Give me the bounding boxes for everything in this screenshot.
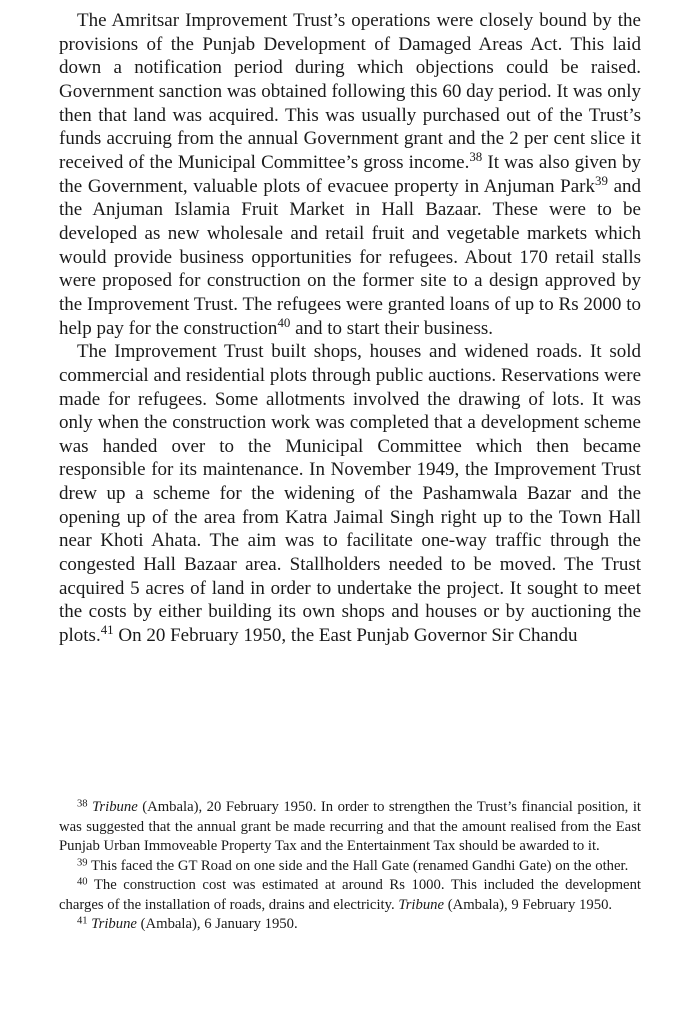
footnote-40 — [59, 876, 641, 915]
footnote-40-text: The construction cost was estimated at around Rs 1000. This included the development charges of the installation of roads, drains and electricity. — [59, 877, 641, 913]
paragraph-1-text-b: It was also given by the Government, valuable plots of evacuee property in Anjuman Park — [59, 151, 641, 197]
footnote-39-text: This faced the GT Road on one side and the Hall Gate (renamed Gandhi Gate) on the other. — [87, 857, 629, 874]
footnote-41-mark: 41 — [77, 915, 88, 927]
footnote-41 — [59, 915, 641, 935]
footnote-ref-41: 41 — [100, 621, 114, 637]
footnote-41-text: (Ambala), 6 January 1950. — [136, 916, 298, 932]
paragraph-1-text-d: and to start their business. — [290, 317, 493, 339]
footnote-ref-40: 40 — [277, 314, 291, 330]
footnote-39 — [59, 857, 641, 877]
paragraph-2-text-b: On 20 February 1950, the East Punjab Governor Sir Chandu — [113, 625, 578, 647]
footnote-ref-39: 39 — [594, 172, 608, 188]
footnote-38-mark: 38 — [77, 798, 88, 810]
main-text — [59, 9, 641, 648]
footnote-39-mark: 39 — [77, 856, 88, 868]
paragraph-1-text-c: and the Anjuman Islamia Fruit Market in Hall Bazaar. These were to be developed as new wholesale and retail fruit and vegetable markets which would provide business opportunities for refugees. About 170 retail stalls were proposed for construction on the former site to a design approved by the Improvement Trust. The refugees were granted loans of up to Rs 2000 to help pay for the construction — [59, 175, 642, 339]
footnote-40-source: Tribune — [398, 896, 445, 913]
footnote-ref-38: 38 — [469, 148, 483, 164]
footnote-38 — [59, 798, 641, 857]
paragraph-1-text-a: The Amritsar Improvement Trust’s operations were closely bound by the provisions of the Punjab Development of Damaged Areas Act. This laid down a notification period during which objections could be raised. Government sanction was obtained following this 60 day period. It was only then that land was acquired. This was usually purchased out of the Trust’s funds accruing from the annual Government grant and the 2 per cent slice it received of the Municipal Committee’s gross income. — [59, 10, 641, 173]
paragraph-2-text-a: The Improvement Trust built shops, houses and widened roads. It sold commercial and residential plots through public auctions. Reservations were made for refugees. Some allotments involved the drawing of lots. It was only when the construction work was completed that a development scheme was handed over to the Municipal Committee which then became responsible for its maintenance. In November 1949, the Improvement Trust drew up a scheme for the widening of the Pashamwala Bazar and the opening up of the area from Katra Jaimal Singh right up to the Town Hall near Khoti Ahata. The aim was to facilitate one-way traffic through the congested Hall Bazaar area. Stallholders needed to be moved. The Trust acquired 5 acres of land in order to undertake the project. It sought to meet the costs by either building its own shops and houses or by auctioning the plots. — [59, 341, 641, 647]
footnotes — [59, 798, 641, 935]
footnote-38-text: (Ambala), 20 February 1950. In order to strengthen the Trust’s financial position, it was suggested that the annual grant be made recurring and that the amount realised from the East Punjab Urban Immoveable Property Tax and the Entertainment Tax should be awarded to it. — [59, 799, 641, 854]
paragraph-2 — [59, 340, 641, 648]
paragraph-1 — [59, 9, 641, 340]
footnote-40-tail: (Ambala), 9 February 1950. — [444, 896, 613, 913]
footnote-38-source: Tribune — [92, 799, 138, 815]
footnote-40-mark: 40 — [77, 876, 88, 888]
footnote-41-source: Tribune — [91, 916, 137, 932]
